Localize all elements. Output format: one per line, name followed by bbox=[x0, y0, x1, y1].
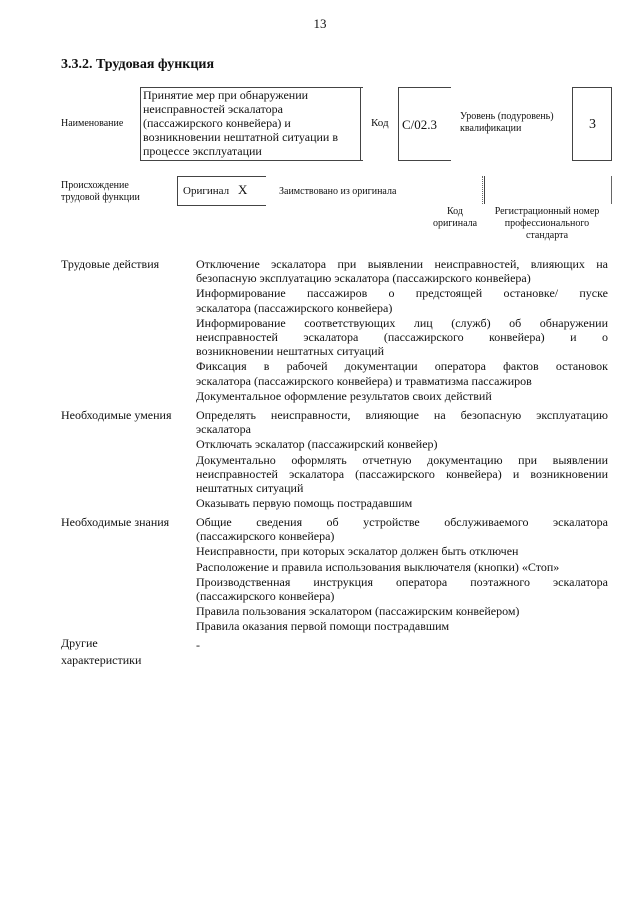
origin-label bbox=[61, 180, 140, 204]
list-item-line: (пассажирского конвейера) bbox=[196, 529, 335, 544]
list-item bbox=[196, 544, 608, 558]
section-heading: 3.3.2. Трудовая функция bbox=[61, 57, 215, 72]
list-item-line: Информирование пассажиров о предстоящей остановке/ пуске bbox=[196, 286, 608, 301]
function-name-line: (пассажирского конвейера) и bbox=[143, 116, 291, 130]
list-item-line: Расположение и правила использования выключателя (кнопки) «Стоп» bbox=[196, 559, 560, 574]
list-item-line: Правила пользования эскалатором (пассажирским конвейером) bbox=[196, 604, 520, 619]
registration-number-label bbox=[484, 206, 610, 242]
list-item-line: (пассажирского конвейера) bbox=[196, 589, 335, 604]
list-item-line: Неисправности, при которых эскалатор должен быть отключен bbox=[196, 544, 519, 559]
list-item bbox=[196, 604, 608, 618]
list-item-line: безопасную эксплуатацию эскалатора (пассажирского конвейера) bbox=[196, 271, 531, 286]
actions-list bbox=[196, 257, 608, 404]
registration-number-box bbox=[484, 176, 612, 204]
qualification-level-label bbox=[460, 111, 554, 135]
function-name-line: процессе эксплуатации bbox=[143, 144, 262, 158]
list-item bbox=[196, 437, 608, 451]
skills-list bbox=[196, 408, 608, 511]
list-item-line: эскалатора (пассажирского конвейера) и травматизма пассажиров bbox=[196, 373, 532, 388]
list-item bbox=[196, 453, 608, 496]
list-item-line: эскалатора bbox=[196, 422, 251, 437]
actions-label: Трудовые действия bbox=[61, 257, 160, 271]
list-item bbox=[196, 316, 608, 359]
list-item bbox=[196, 389, 608, 403]
original-code-label-line: оригинала bbox=[432, 218, 478, 229]
original-code-box bbox=[428, 176, 483, 204]
other-characteristics-value: - bbox=[196, 638, 200, 652]
list-item bbox=[196, 619, 608, 633]
list-item-line: Отключать эскалатор (пассажирский конвейер) bbox=[196, 437, 438, 452]
registration-label-line: стандарта bbox=[525, 230, 569, 241]
original-code-label bbox=[426, 206, 484, 230]
name-box-right-border bbox=[340, 87, 361, 161]
original-code-label-line: Код bbox=[447, 206, 463, 217]
origin-label-line: Происхождение bbox=[61, 180, 129, 191]
code-label: Код bbox=[371, 117, 389, 129]
original-mark: Х bbox=[238, 182, 248, 197]
other-characteristics-label bbox=[61, 635, 141, 669]
list-item bbox=[196, 359, 608, 387]
level-label-line: Уровень (подуровень) bbox=[460, 111, 554, 122]
skills-label: Необходимые умения bbox=[61, 408, 172, 422]
list-item-line: Документально оформлять отчетную документацию при выявлении bbox=[196, 452, 608, 467]
qualification-level-value: 3 bbox=[589, 117, 596, 132]
list-item bbox=[196, 257, 608, 285]
knowledge-label: Необходимые знания bbox=[61, 515, 170, 529]
other-label-line: характеристики bbox=[61, 653, 142, 667]
list-item-line: неисправностей эскалатора (пассажирского конвейера) и возникновении bbox=[196, 466, 608, 481]
page-number: 13 bbox=[313, 16, 327, 31]
list-item-line: Оказывать первую помощь пострадавшим bbox=[196, 496, 413, 511]
list-item-line: Производственная инструкция оператора поэтажного эскалатора bbox=[196, 574, 608, 589]
name-label: Наименование bbox=[61, 118, 124, 129]
list-item bbox=[196, 408, 608, 436]
list-item-line: неисправностей эскалатора (пассажирского конвейера) и о bbox=[196, 330, 608, 345]
function-name-box bbox=[140, 87, 363, 161]
list-item-line: Правила оказания первой помощи пострадавшим bbox=[196, 619, 450, 634]
original-label: Оригинал bbox=[183, 185, 230, 197]
borrowed-label: Заимствовано из оригинала bbox=[279, 186, 397, 197]
list-item-line: нештатных ситуаций bbox=[196, 481, 304, 496]
level-label-line: квалификации bbox=[460, 123, 522, 134]
other-label-line: Другие bbox=[61, 636, 98, 650]
code-value: С/02.3 bbox=[402, 117, 438, 132]
list-item bbox=[196, 560, 608, 574]
list-item bbox=[196, 515, 608, 543]
list-item-line: Общие сведения об устройстве обслуживаемого эскалатора bbox=[196, 515, 608, 529]
list-item bbox=[196, 496, 608, 510]
function-name-line: Принятие мер при обнаружении bbox=[143, 88, 309, 102]
origin-label-line: трудовой функции bbox=[61, 192, 140, 203]
list-item-line: Фиксация в рабочей документации оператора фактов остановок bbox=[196, 359, 608, 374]
registration-label-line: Регистрационный номер bbox=[494, 206, 600, 217]
list-item-line: эскалатора (пассажирского конвейера) bbox=[196, 300, 393, 315]
list-item bbox=[196, 575, 608, 603]
list-item bbox=[196, 286, 608, 314]
knowledge-list bbox=[196, 515, 608, 635]
list-item-line: Определять неисправности, влияющие на безопасную эксплуатацию bbox=[196, 408, 608, 422]
registration-label-line: профессионального bbox=[504, 218, 590, 229]
function-name-line: неисправностей эскалатора bbox=[143, 102, 283, 116]
list-item-line: Информирование соответствующих лиц (служб) об обнаружении bbox=[196, 315, 608, 330]
function-name-line: возникновении нештатной ситуации в bbox=[143, 130, 339, 144]
list-item-line: Отключение эскалатора при выявлении неисправностей, влияющих на bbox=[196, 257, 608, 271]
list-item-line: возникновении нештатных ситуаций bbox=[196, 344, 384, 359]
list-item-line: Документальное оформление результатов своих действий bbox=[196, 388, 492, 403]
